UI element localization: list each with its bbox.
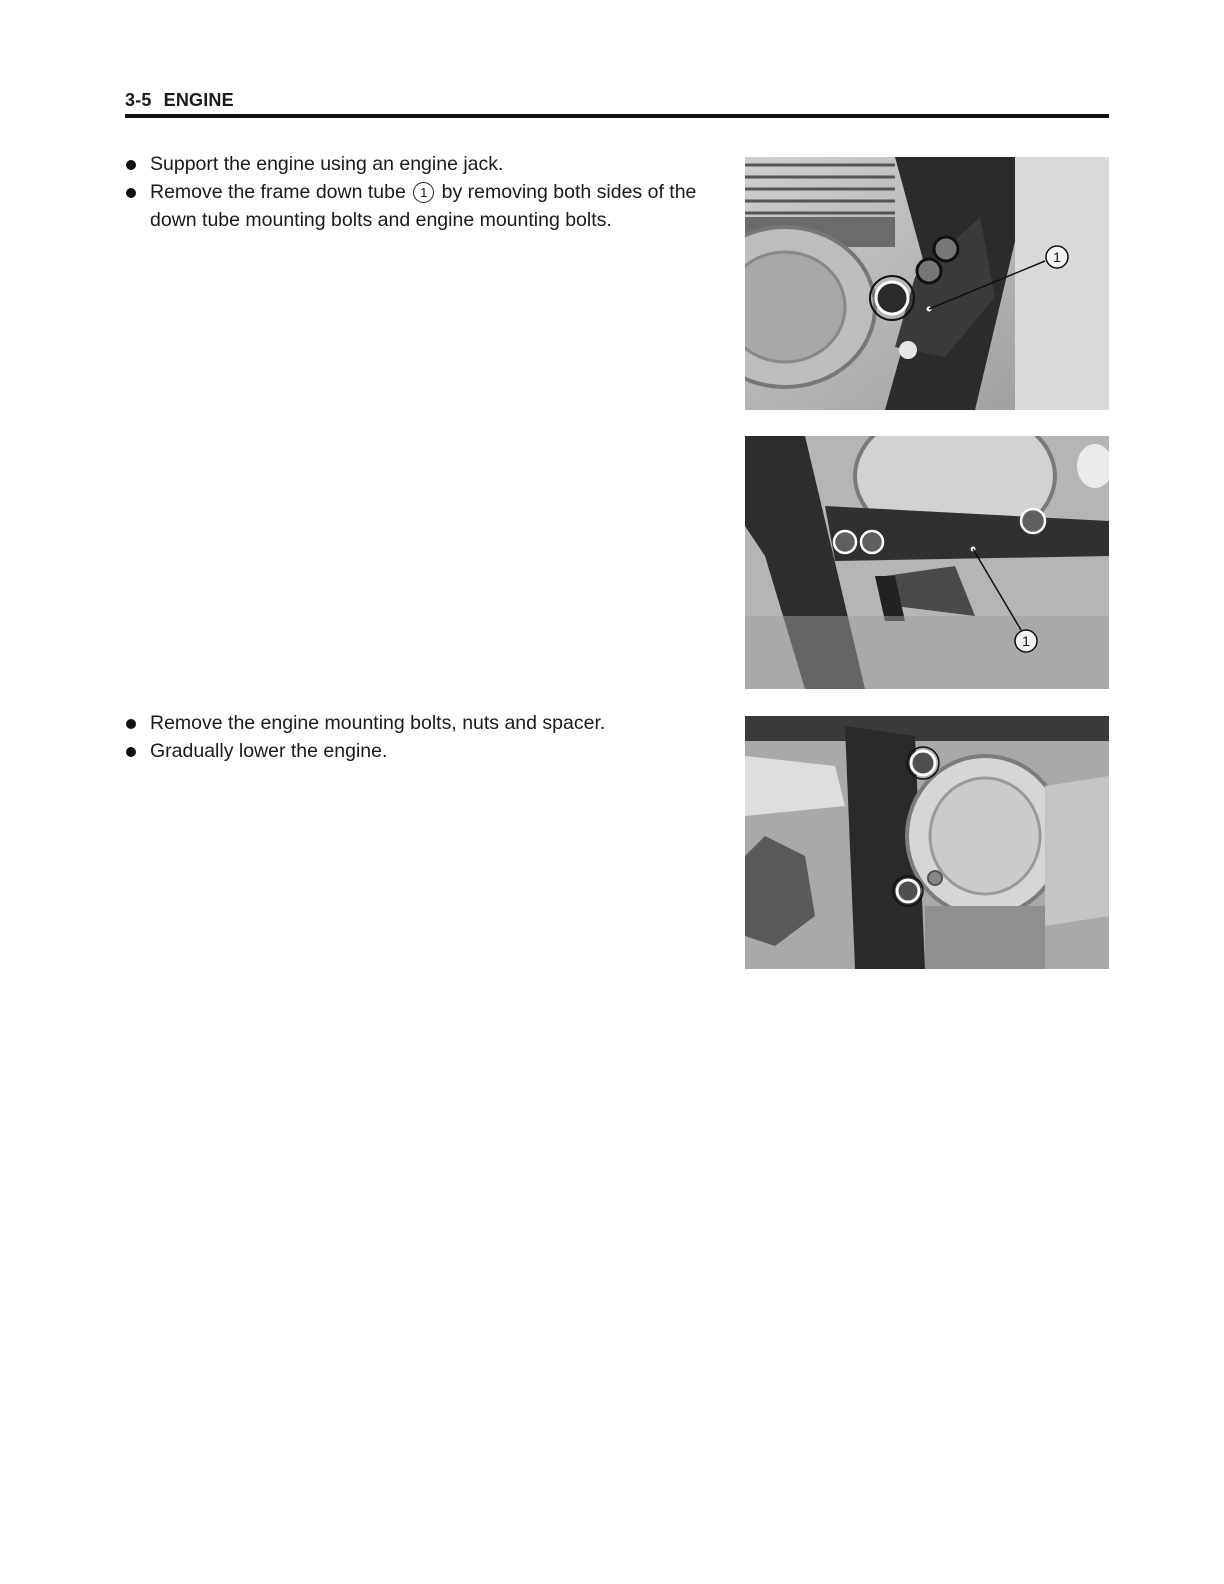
page-header — [125, 88, 1109, 118]
photo-engine-mounting-bolts — [745, 716, 1109, 969]
step-text: Support the engine using an engine jack. — [150, 153, 504, 175]
step-text: Gradually lower the engine. — [150, 740, 388, 762]
step-text: Remove the engine mounting bolts, nuts and spacer. — [150, 712, 606, 734]
bullet-icon — [126, 188, 136, 198]
list-item — [125, 150, 715, 178]
page-section-heading — [125, 90, 234, 111]
photo-frame-down-tube-lower — [745, 436, 1109, 689]
step-text-after: by removing both sides of the down tube mounting bolts and engine mounting bolts. — [150, 181, 697, 231]
instruction-block-1 — [125, 150, 715, 234]
instruction-block-2 — [125, 709, 715, 765]
list-item — [125, 178, 715, 234]
bullet-icon — [126, 719, 136, 729]
bullet-icon — [126, 747, 136, 757]
reference-number: 1 — [413, 182, 434, 203]
step-text-before: Remove the frame down tube — [150, 181, 406, 203]
list-item — [125, 709, 715, 737]
section-number: 3-5 — [125, 90, 152, 110]
list-item — [125, 737, 715, 765]
section-title: ENGINE — [163, 90, 234, 110]
photo-callout: 1 — [1022, 633, 1030, 649]
photo-frame-down-tube-upper — [745, 157, 1109, 410]
bullet-icon — [126, 160, 136, 170]
header-rule — [125, 114, 1109, 118]
photo-callout: 1 — [1053, 249, 1061, 265]
